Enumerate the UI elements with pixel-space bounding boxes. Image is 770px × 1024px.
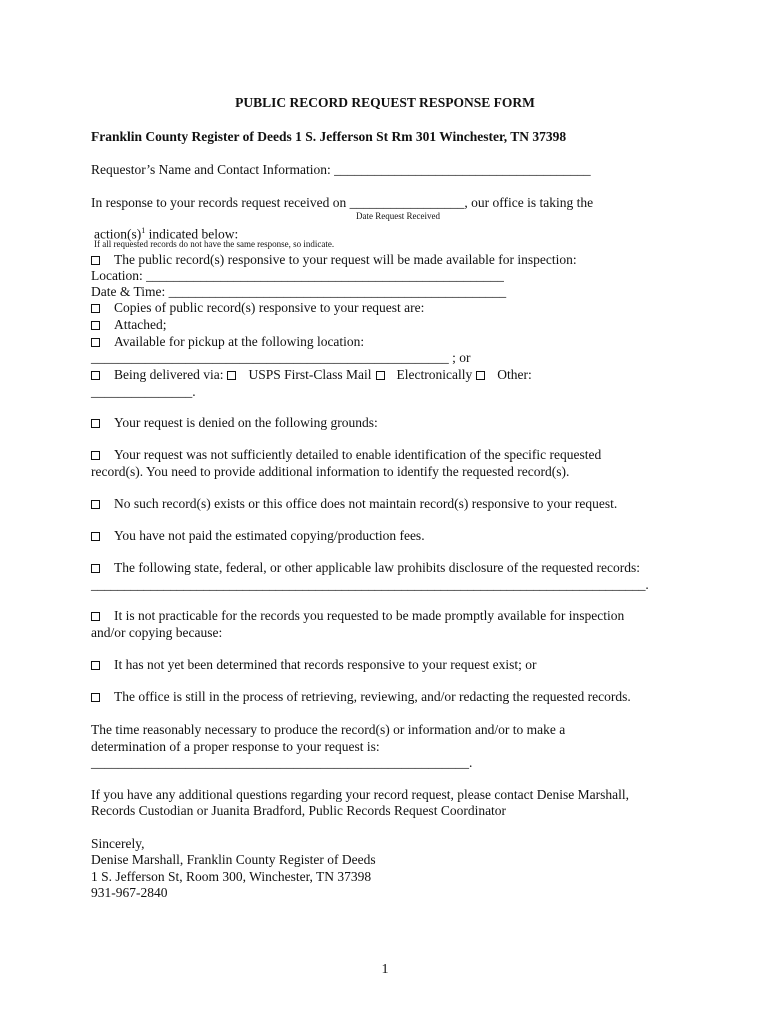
requestor-line: Requestor’s Name and Contact Information: ______________________________________ <box>91 162 591 177</box>
retrieving-option <box>91 689 631 705</box>
attached-label: Attached; <box>114 317 167 332</box>
other-label: Other: <box>497 367 532 382</box>
inspection-option <box>91 252 577 268</box>
questions-line-2: Records Custodian or Juanita Bradford, Public Records Request Coordinator <box>91 803 507 818</box>
not-paid-label: You have not paid the estimated copying/production fees. <box>114 528 425 543</box>
closing: Sincerely, <box>91 836 145 851</box>
electronic-label: Electronically <box>396 367 473 382</box>
footnote-hint: If all requested records do not have the same response, so indicate. <box>94 239 335 249</box>
response-line: In response to your records request received on _________________, our office is taking the <box>91 195 594 210</box>
not-determined-checkbox[interactable] <box>91 661 100 670</box>
other-blank: _______________. <box>91 384 196 399</box>
datetime-line: Date & Time: __________________________________________________ <box>91 284 507 299</box>
not-determined-label: It has not yet been determined that records responsive to your request exist; or <box>114 657 537 672</box>
not-paid-checkbox[interactable] <box>91 532 100 541</box>
not-practicable-option <box>91 608 624 624</box>
delivery-option <box>91 367 532 383</box>
no-such-label: No such record(s) exists or this office does not maintain record(s) responsive to your request. <box>114 496 618 511</box>
action-suffix: indicated below: <box>145 226 239 242</box>
not-detailed-checkbox[interactable] <box>91 451 100 460</box>
law-blank: ____________________________________________________________________________________. <box>91 577 649 592</box>
not-detailed-label: Your request was not sufficiently detailed to enable identification of the specific requested <box>114 447 602 462</box>
date-caption: Date Request Received <box>356 211 440 221</box>
no-such-option <box>91 496 617 512</box>
signer-address: 1 S. Jefferson St, Room 300, Winchester, TN 37398 <box>91 869 372 884</box>
delivered-checkbox[interactable] <box>91 371 100 380</box>
signer-phone: 931-967-2840 <box>91 885 168 900</box>
questions-line-1: If you have any additional questions regarding your record request, please contact Denise Marshall, <box>91 787 629 802</box>
time-blank: ________________________________________________________. <box>91 755 473 770</box>
law-label: The following state, federal, or other applicable law prohibits disclosure of the requested records: <box>114 560 640 575</box>
not-practicable-checkbox[interactable] <box>91 612 100 621</box>
copies-option <box>91 300 424 316</box>
attached-checkbox[interactable] <box>91 321 100 330</box>
page-number: 1 <box>381 962 389 977</box>
usps-label: USPS First-Class Mail <box>248 367 372 382</box>
time-line-1: The time reasonably necessary to produce the record(s) or information and/or to make a <box>91 722 566 737</box>
retrieving-label: The office is still in the process of retrieving, reviewing, and/or redacting the requested records. <box>114 689 631 704</box>
pickup-option <box>91 334 364 350</box>
inspection-checkbox[interactable] <box>91 256 100 265</box>
law-checkbox[interactable] <box>91 564 100 573</box>
location-line: Location: _____________________________________________________ <box>91 268 504 283</box>
pickup-checkbox[interactable] <box>91 338 100 347</box>
not-paid-option <box>91 528 425 544</box>
other-checkbox[interactable] <box>476 371 485 380</box>
denied-label: Your request is denied on the following grounds: <box>114 415 378 430</box>
time-line-2: determination of a proper response to your request is: <box>91 739 380 754</box>
pickup-blank: _____________________________________________________ ; or <box>91 350 471 365</box>
copies-label: Copies of public record(s) responsive to your request are: <box>114 300 425 315</box>
office-heading: Franklin County Register of Deeds 1 S. Jefferson St Rm 301 Winchester, TN 37398 <box>91 129 567 144</box>
retrieving-checkbox[interactable] <box>91 693 100 702</box>
not-practicable-label: It is not practicable for the records you requested to be made promptly available for inspection <box>114 608 625 623</box>
attached-option <box>91 317 166 333</box>
not-detailed-option <box>91 447 601 463</box>
no-such-checkbox[interactable] <box>91 500 100 509</box>
electronic-checkbox[interactable] <box>376 371 385 380</box>
footnote-marker: 1 <box>141 226 146 235</box>
pickup-label: Available for pickup at the following location: <box>114 334 365 349</box>
law-option <box>91 560 640 576</box>
inspection-label: The public record(s) responsive to your request will be made available for inspection: <box>114 252 577 267</box>
signer-name: Denise Marshall, Franklin County Register of Deeds <box>91 852 376 867</box>
not-determined-option <box>91 657 537 673</box>
action-prefix: action(s) <box>94 226 142 242</box>
delivered-label: Being delivered via: <box>114 367 224 382</box>
form-title: PUBLIC RECORD REQUEST RESPONSE FORM <box>235 95 535 110</box>
denied-option <box>91 415 378 431</box>
not-detailed-line-2: record(s). You need to provide additional information to identify the requested record(s). <box>91 464 570 479</box>
denied-checkbox[interactable] <box>91 419 100 428</box>
usps-checkbox[interactable] <box>227 371 236 380</box>
copies-checkbox[interactable] <box>91 304 100 313</box>
not-practicable-line-2: and/or copying because: <box>91 625 223 640</box>
